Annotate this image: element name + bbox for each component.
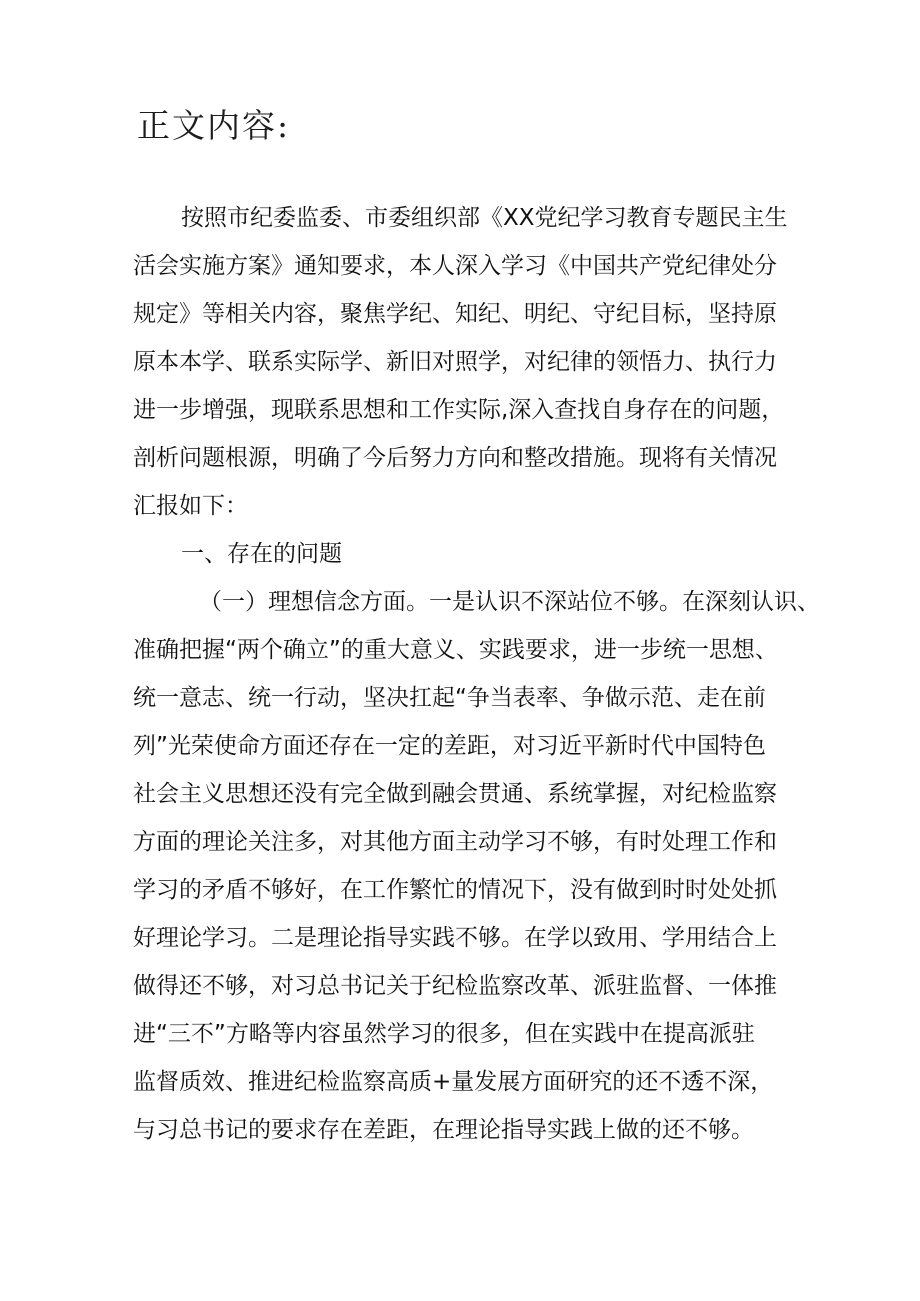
page-heading: 正文内容: bbox=[137, 106, 291, 145]
subsection-line: 列”光荣使命方面还存在一定的差距，对习近平新时代中国特色 bbox=[133, 733, 766, 759]
subsection-line: 统一意志、统一行动，坚决扛起“争当表率、争做示范、走在前 bbox=[133, 685, 766, 711]
subsection-line: 社会主义思想还没有完全做到融会贯通、系统掌握，对纪检监察 bbox=[133, 781, 777, 807]
subsection-line: 做得还不够，对习总书记关于纪检监察改革、派驻监督、一体推 bbox=[133, 973, 777, 999]
subsection-line: 准确把握“两个确立”的重大意义、实践要求，进一步统一思想、 bbox=[133, 637, 778, 663]
subsection-line: 方面的理论关注多，对其他方面主动学习不够，有时处理工作和 bbox=[133, 829, 777, 855]
document-body bbox=[133, 194, 820, 1154]
subsection-line: （一）理想信念方面。一是认识不深站位不够。在深刻认识、 bbox=[199, 589, 820, 615]
intro-line: 剖析问题根源，明确了今后努力方向和整改措施。现将有关情况 bbox=[133, 445, 777, 471]
subsection-line: 好理论学习。二是理论指导实践不够。在学以致用、学用结合上 bbox=[133, 925, 777, 951]
subsection-line: 进“三不”方略等内容虽然学习的很多，但在实践中在提高派驻 bbox=[133, 1021, 755, 1047]
section-title: 一、存在的问题 bbox=[181, 541, 342, 567]
intro-line: 原本本学、联系实际学、新旧对照学，对纪律的领悟力、执行力 bbox=[133, 349, 777, 375]
intro-line: 汇报如下： bbox=[133, 493, 248, 519]
subsection-line: 学习的矛盾不够好，在工作繁忙的情况下，没有做到时时处处抓 bbox=[133, 877, 777, 903]
intro-line: 活会实施方案》通知要求，本人深入学习《中国共产党纪律处分 bbox=[133, 253, 777, 279]
intro-line: 规定》等相关内容，聚焦学纪、知纪、明纪、守纪目标，坚持原 bbox=[133, 301, 777, 327]
subsection-line: 与习总书记的要求存在差距，在理论指导实践上做的还不够。 bbox=[133, 1117, 754, 1143]
subsection-line: 监督质效、推进纪检监察高质+量发展方面研究的还不透不深， bbox=[133, 1069, 774, 1095]
intro-line: 进一步增强，现联系思想和工作实际,深入查找自身存在的问题， bbox=[133, 397, 785, 423]
intro-line: 按照市纪委监委、市委组织部《XX党纪学习教育专题民主生 bbox=[181, 205, 788, 231]
